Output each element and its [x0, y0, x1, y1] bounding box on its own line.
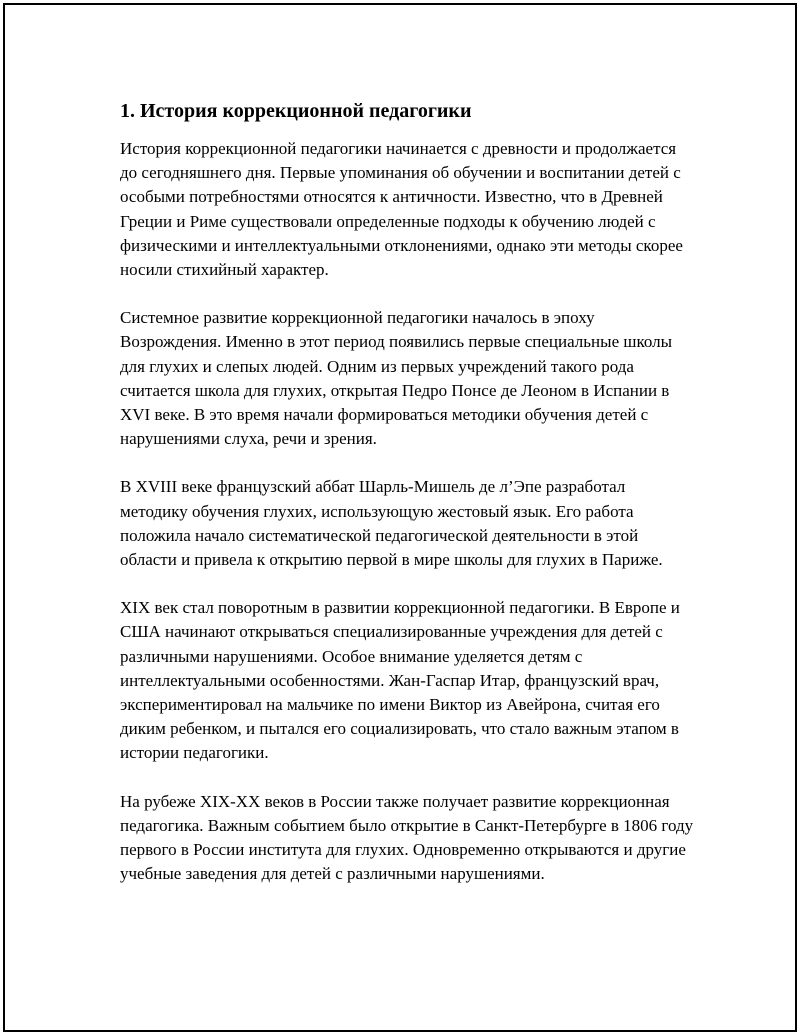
page-frame: [3, 3, 797, 1032]
paragraph-antiquity: История коррекционной педагогики начинается с древности и продолжается до сегодняшнего дня. Первые упоминания об обучении и воспитании детей с особыми потребностями относятся к античности. Известно, что в Древней Греции и Риме существовали определенные подходы к обучению людей с физическими и интеллектуальными отклонениями, однако эти методы скорее носили стихийный характер.: [120, 139, 683, 280]
paragraph-russia: На рубеже XIX-XX веков в России также получает развитие коррекционная педагогика. Важным событием было открытие в Санкт-Петербурге в 1806 году первого в России института для глухих. Одновременно открываются и другие учебные заведения для детей с различными нарушениями.: [120, 791, 694, 884]
paragraph-19th-century: XIX век стал поворотным в развитии коррекционной педагогики. В Европе и США начинают открываться специализированные учреждения для детей с различными нарушениями. Особое внимание уделяется детям с интеллектуальными особенностями. Жан-Гаспар Итар, французский врач, экспериментировал на мальчике по имени Виктор из Авейрона, считая его диким ребенком, и пытался его социализировать, что стало важным этапом в истории педагогики.: [120, 598, 680, 763]
document-body: [120, 97, 695, 910]
section-heading: 1. История коррекционной педагогики: [120, 100, 472, 122]
paragraph-renaissance: Системное развитие коррекционной педагогики началось в эпоху Возрождения. Именно в этот период появились первые специальные школы для глухих и слепых людей. Одним из первых учреждений такого рода считается школа для глухих, открытая Педро Понсе де Леоном в Испании в XVI веке. В это время начали формироваться методики обучения детей с нарушениями слуха, речи и зрения.: [120, 308, 673, 449]
paragraph-18th-century: В XVIII веке французский аббат Шарль-Мишель де л’Эпе разработал методику обучения глухих, использующую жестовый язык. Его работа положила начало систематической педагогической деятельности в этой области и привела к открытию первой в мире школы для глухих в Париже.: [120, 477, 663, 570]
